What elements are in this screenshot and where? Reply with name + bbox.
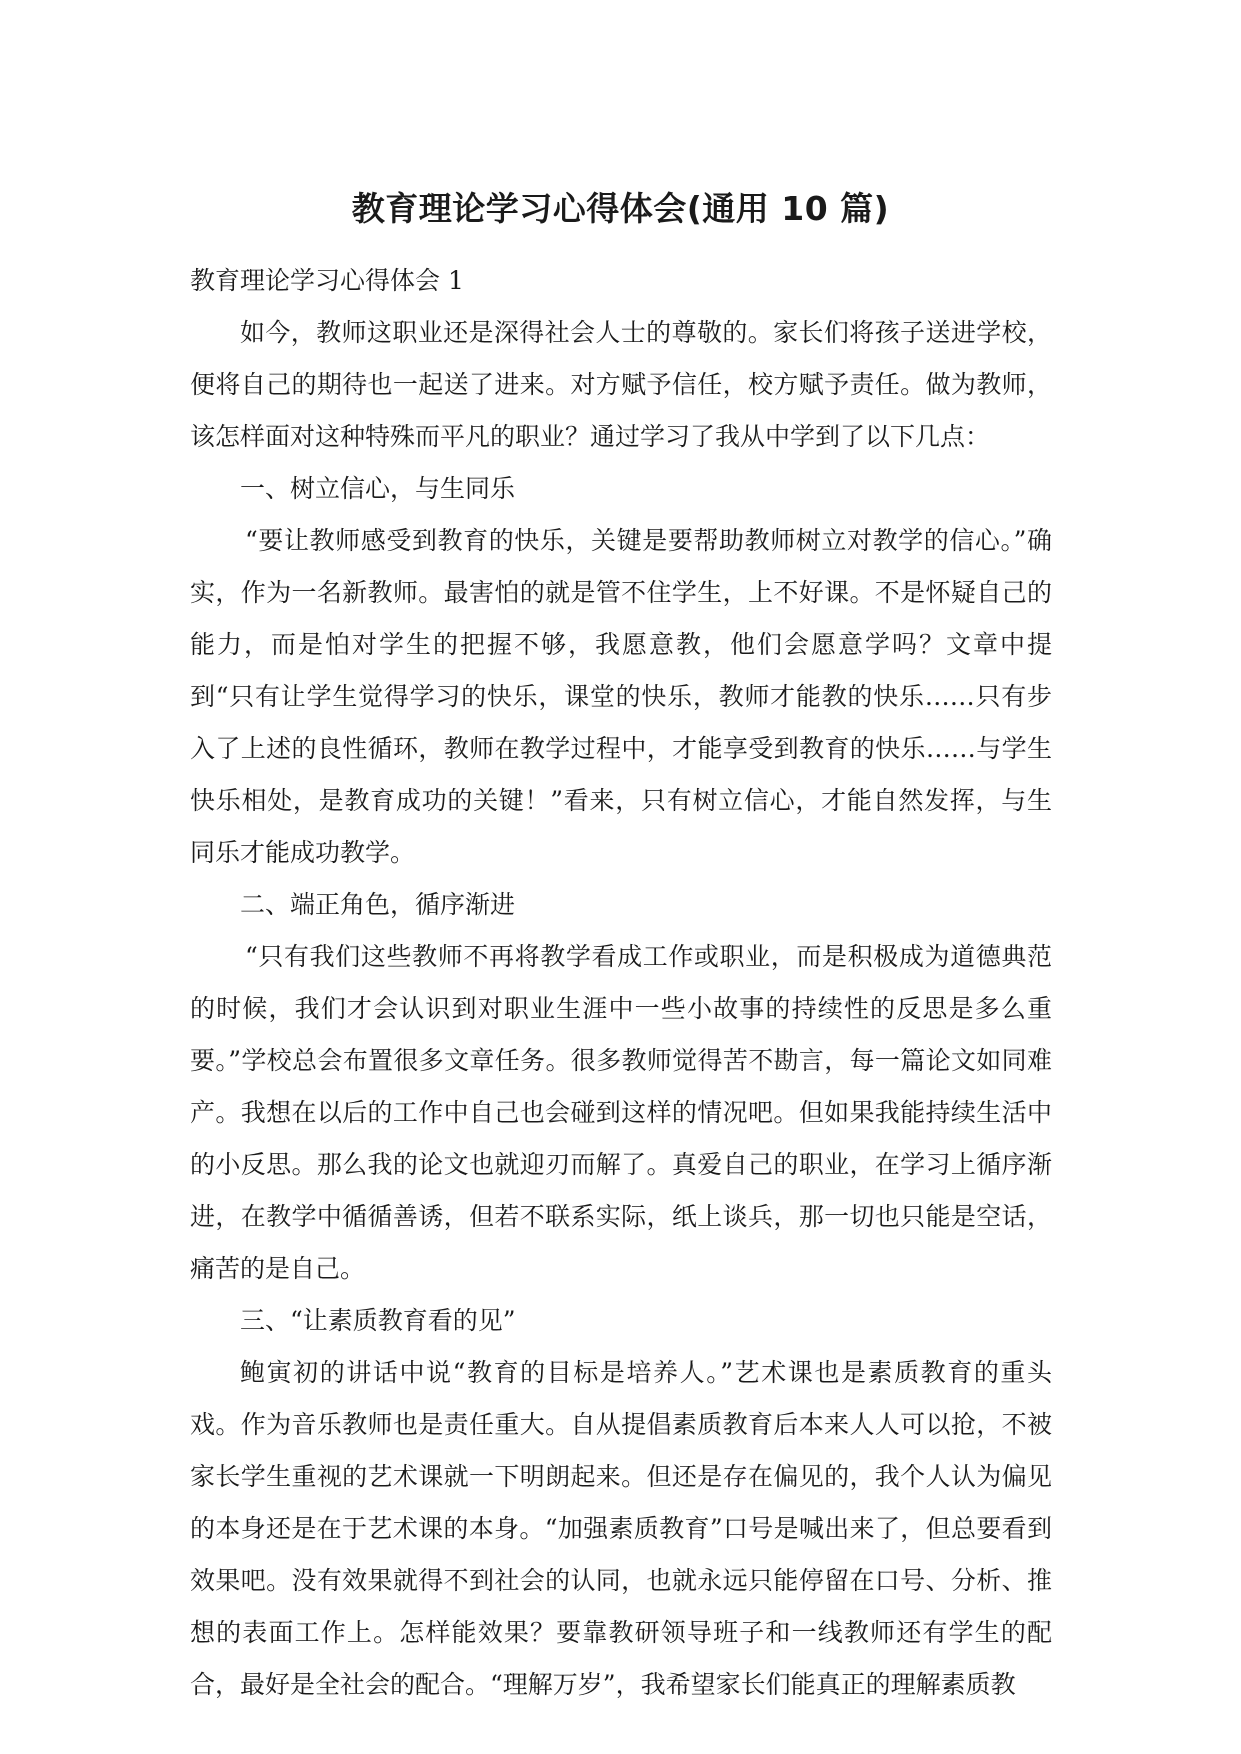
paragraph-1: “要让教师感受到教育的快乐，关键是要帮助教师树立对教学的信心。”确实，作为一名新教师。最害怕的就是管不住学生，上不好课。不是怀疑自己的能力，而是怕对学生的把握不够，我愿意教，他们会愿意学吗？文章中提到“只有让学生觉得学习的快乐，课堂的快乐，教师才能教的快乐……只有步入了上述的良性循环，教师在教学过程中，才能享受到教育的快乐……与学生快乐相处，是教育成功的关键！”看来，只有树立信心，才能自然发挥，与生同乐才能成功教学。	[190, 526, 1052, 867]
section-heading-3: 三、“让素质教育看的见”	[240, 1306, 516, 1335]
paragraph-intro: 如今，教师这职业还是深得社会人士的尊敬的。家长们将孩子送进学校，便将自己的期待也一起送了进来。对方赋予信任，校方赋予责任。做为教师，该怎样面对这种特殊而平凡的职业？通过学习了我从中学到了以下几点：	[190, 318, 1052, 451]
section-heading-1: 一、树立信心，与生同乐	[240, 474, 516, 503]
paragraph-3: 鲍寅初的讲话中说“教育的目标是培养人。”艺术课也是素质教育的重头戏。作为音乐教师也是责任重大。自从提倡素质教育后本来人人可以抢，不被家长学生重视的艺术课就一下明朗起来。但还是存在偏见的，我个人认为偏见的本身还是在于艺术课的本身。“加强素质教育”口号是喊出来了，但总要看到效果吧。没有效果就得不到社会的认同，也就永远只能停留在口号、分析、推想的表面工作上。怎样能效果？要靠教研领导班子和一线教师还有学生的配合，最好是全社会的配合。“理解万岁”，我希望家长们能真正的理解素质教	[190, 1358, 1052, 1699]
document-title: 教育理论学习心得体会(通用 10 篇)	[351, 189, 890, 228]
paragraph-2: “只有我们这些教师不再将教学看成工作或职业，而是积极成为道德典范的时候，我们才会认识到对职业生涯中一些小故事的持续性的反思是多么重要。”学校总会布置很多文章任务。很多教师觉得苦不勘言，每一篇论文如同难产。我想在以后的工作中自己也会碰到这样的情况吧。但如果我能持续生活中的小反思。那么我的论文也就迎刃而解了。真爱自己的职业，在学习上循序渐进，在教学中循循善诱，但若不联系实际，纸上谈兵，那一切也只能是空话，痛苦的是自己。	[190, 942, 1052, 1283]
document-body	[190, 255, 1052, 1711]
section-heading-2: 二、端正角色，循序渐进	[240, 890, 516, 919]
section-subtitle: 教育理论学习心得体会 1	[190, 266, 464, 295]
